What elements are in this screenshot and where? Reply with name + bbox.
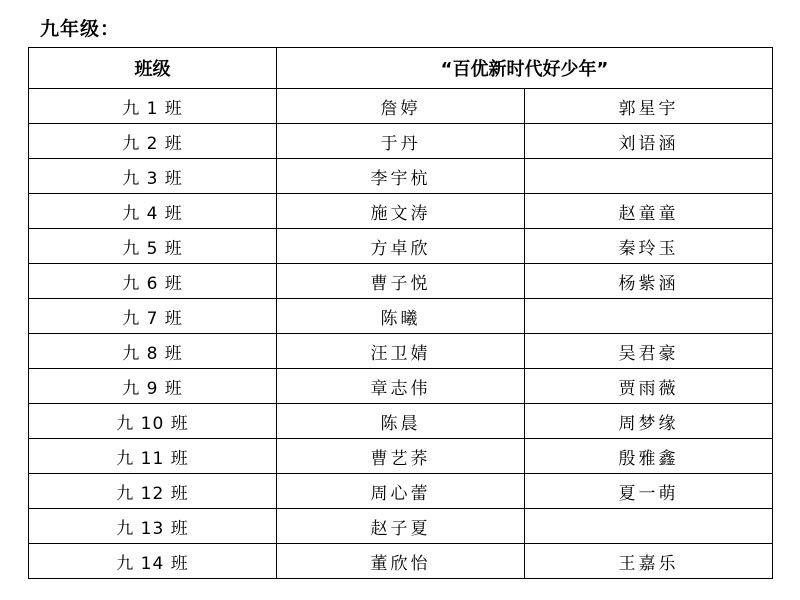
student-name-cell: 方卓欣	[277, 229, 525, 264]
class-cell: 九 3 班	[29, 159, 277, 194]
student-name-cell: 刘语涵	[525, 124, 773, 159]
class-cell: 九 14 班	[29, 544, 277, 579]
table-row	[29, 334, 773, 369]
class-cell: 九 13 班	[29, 509, 277, 544]
class-cell: 九 11 班	[29, 439, 277, 474]
table-row	[29, 194, 773, 229]
student-name-cell: 赵子夏	[277, 509, 525, 544]
student-name-cell: 贾雨薇	[525, 369, 773, 404]
student-name-cell: 施文涛	[277, 194, 525, 229]
honor-roster-table	[28, 47, 773, 579]
student-name-cell: 陈曦	[277, 299, 525, 334]
student-name-cell: 詹婷	[277, 89, 525, 124]
class-cell: 九 1 班	[29, 89, 277, 124]
student-name-cell	[525, 299, 773, 334]
table-row	[29, 229, 773, 264]
grade-heading: 九年级：	[40, 18, 121, 40]
student-name-cell: 曹艺荞	[277, 439, 525, 474]
class-cell: 九 4 班	[29, 194, 277, 229]
class-cell: 九 5 班	[29, 229, 277, 264]
class-cell: 九 10 班	[29, 404, 277, 439]
student-name-cell: 夏一萌	[525, 474, 773, 509]
table-row	[29, 369, 773, 404]
class-cell: 九 6 班	[29, 264, 277, 299]
class-cell: 九 7 班	[29, 299, 277, 334]
table-row	[29, 544, 773, 579]
class-cell: 九 12 班	[29, 474, 277, 509]
class-cell: 九 2 班	[29, 124, 277, 159]
student-name-cell: 周梦缘	[525, 404, 773, 439]
table-row	[29, 124, 773, 159]
header-class: 班级	[29, 48, 277, 89]
student-name-cell: 王嘉乐	[525, 544, 773, 579]
student-name-cell: 秦玲玉	[525, 229, 773, 264]
header-award: “百优新时代好少年”	[277, 48, 773, 89]
table-row	[29, 159, 773, 194]
student-name-cell	[525, 159, 773, 194]
table-row	[29, 264, 773, 299]
class-cell: 九 8 班	[29, 334, 277, 369]
class-cell: 九 9 班	[29, 369, 277, 404]
student-name-cell: 于丹	[277, 124, 525, 159]
table-row	[29, 474, 773, 509]
student-name-cell: 殷雅鑫	[525, 439, 773, 474]
student-name-cell: 董欣怡	[277, 544, 525, 579]
student-name-cell: 汪卫婧	[277, 334, 525, 369]
table-row	[29, 404, 773, 439]
student-name-cell: 郭星宇	[525, 89, 773, 124]
student-name-cell: 吴君豪	[525, 334, 773, 369]
table-row	[29, 89, 773, 124]
student-name-cell: 赵童童	[525, 194, 773, 229]
student-name-cell	[525, 509, 773, 544]
table-row	[29, 299, 773, 334]
student-name-cell: 章志伟	[277, 369, 525, 404]
student-name-cell: 李宇杭	[277, 159, 525, 194]
table-header-row	[29, 48, 773, 89]
student-name-cell: 周心蕾	[277, 474, 525, 509]
table-row	[29, 439, 773, 474]
student-name-cell: 曹子悦	[277, 264, 525, 299]
student-name-cell: 杨紫涵	[525, 264, 773, 299]
student-name-cell: 陈晨	[277, 404, 525, 439]
table-row	[29, 509, 773, 544]
